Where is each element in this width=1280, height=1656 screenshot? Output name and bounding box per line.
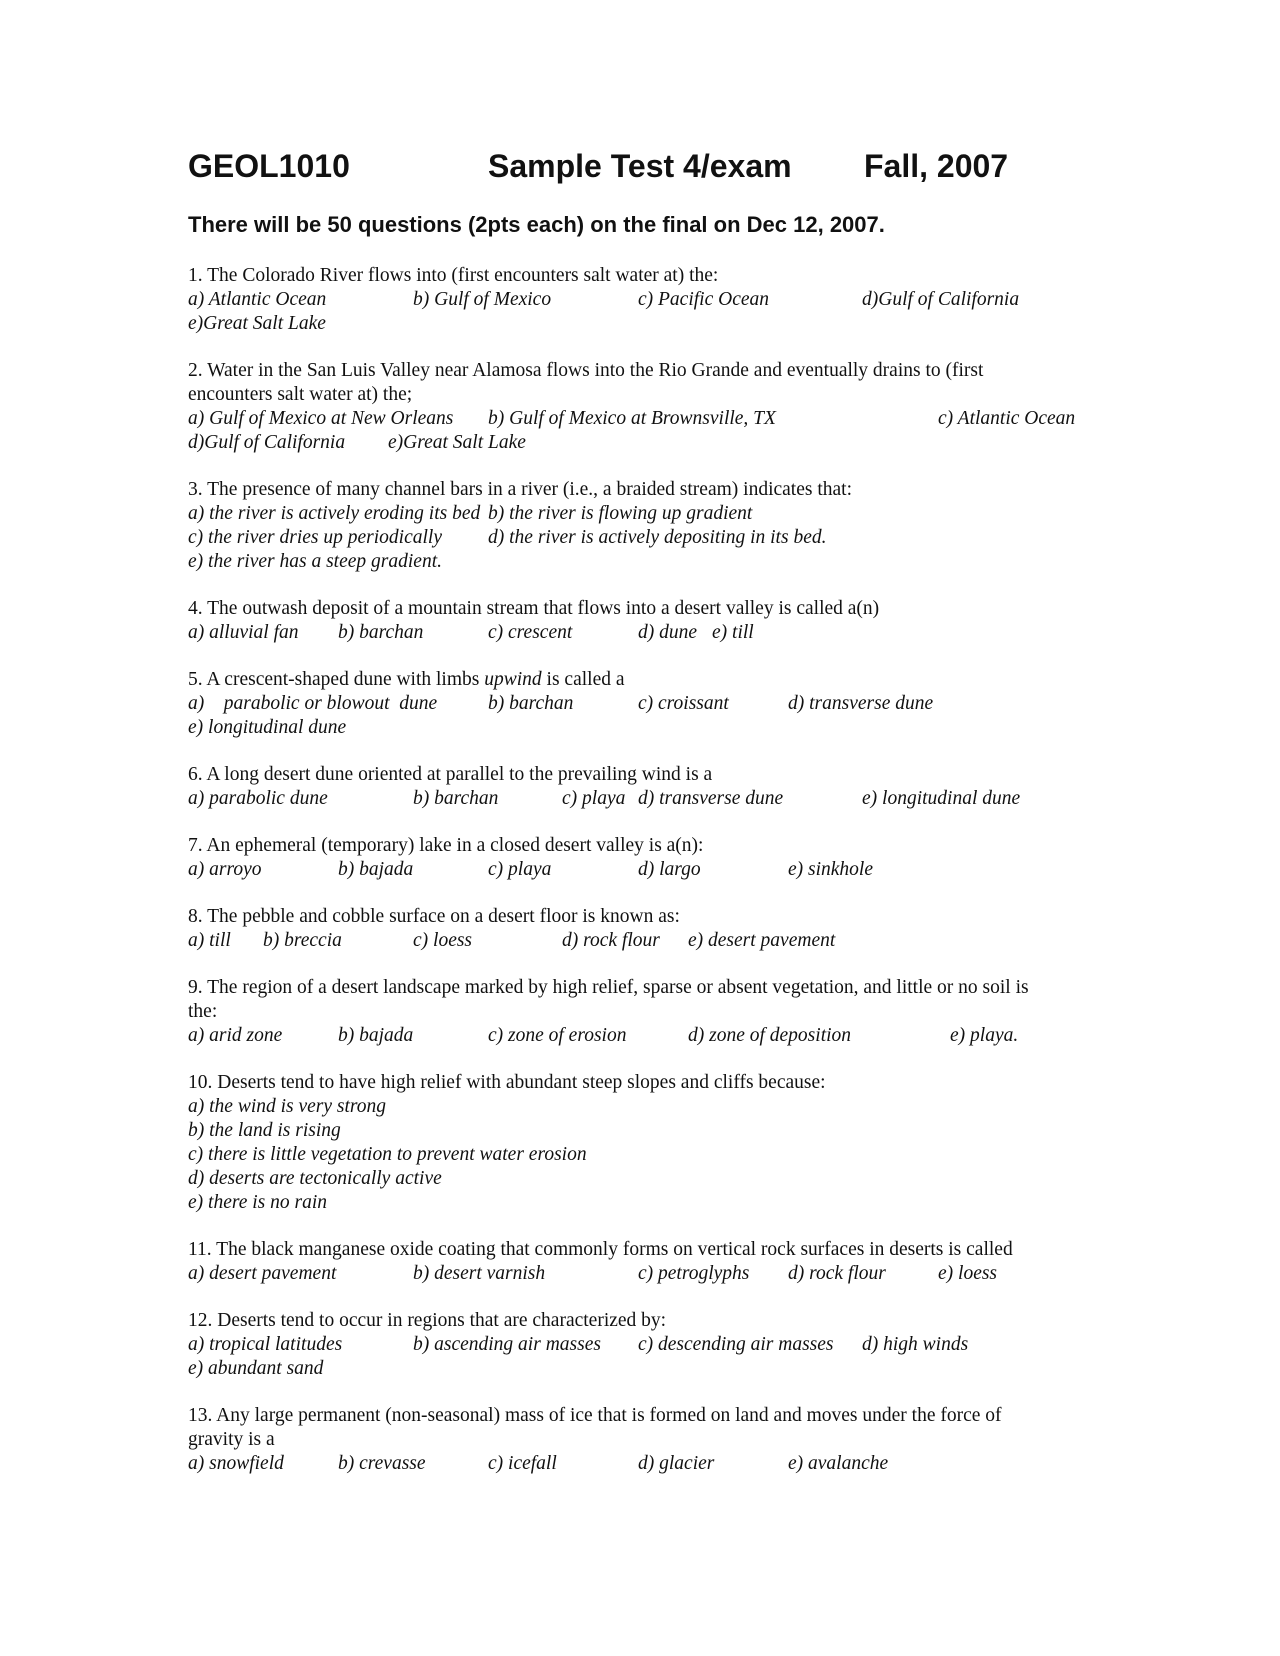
question-text: 6. A long desert dune oriented at parallel to the prevailing wind is a (188, 764, 713, 785)
course-code: GEOL1010 (188, 148, 350, 184)
option-c: c) the river dries up periodically (188, 527, 442, 548)
option-d: d) rock flour (562, 930, 660, 951)
option-row (188, 431, 1188, 455)
option-b: b) bajada (338, 859, 414, 880)
option-c: c) Atlantic Ocean (938, 408, 1076, 429)
option-e: e) sinkhole (788, 859, 874, 880)
question-list (188, 264, 1188, 1499)
option-a: a) snowfield (188, 1453, 284, 1474)
option-a: a) Gulf of Mexico at New Orleans (188, 408, 454, 429)
question-7 (188, 834, 1188, 882)
option-c: c) petroglyphs (638, 1263, 750, 1284)
question-text: 8. The pebble and cobble surface on a desert floor is known as: (188, 906, 680, 927)
option-c: c) crescent (488, 622, 573, 643)
option-row (188, 1119, 1188, 1143)
question-text: 12. Deserts tend to occur in regions that are characterized by: (188, 1310, 667, 1331)
question-3 (188, 478, 1188, 574)
option-row (188, 288, 1188, 312)
option-row (188, 716, 1188, 740)
option-e: e) desert pavement (688, 930, 836, 951)
question-text: 13. Any large permanent (non-seasonal) mass of ice that is formed on land and moves under the force of (188, 1405, 1002, 1426)
option-c: c) loess (413, 930, 473, 951)
question-text: 10. Deserts tend to have high relief with abundant steep slopes and cliffs because: (188, 1072, 826, 1093)
option-b: b) the land is rising (188, 1120, 341, 1141)
option-d: d)Gulf of California (862, 289, 1020, 310)
option-a: a) parabolic or blowout dune (188, 693, 438, 714)
option-row (188, 526, 1188, 550)
question-13 (188, 1404, 1188, 1476)
option-b: b) Gulf of Mexico (413, 289, 552, 310)
option-e: e) longitudinal dune (862, 788, 1021, 809)
exam-instructions: There will be 50 questions (2pts each) on the final on Dec 12, 2007. (188, 212, 885, 237)
question-text: 7. An ephemeral (temporary) lake in a closed desert valley is a(n): (188, 835, 704, 856)
question-text: gravity is a (188, 1429, 275, 1450)
option-e: e) till (712, 622, 754, 643)
option-c: c) icefall (488, 1453, 557, 1474)
option-b: b) the river is flowing up gradient (488, 503, 753, 524)
option-c: c) Pacific Ocean (638, 289, 770, 310)
question-9 (188, 976, 1188, 1048)
option-b: b) barchan (338, 622, 424, 643)
question-12 (188, 1309, 1188, 1381)
option-row (188, 1357, 1188, 1381)
question-text: 2. Water in the San Luis Valley near Alamosa flows into the Rio Grande and eventually drains to (first (188, 360, 984, 381)
option-e: e) there is no rain (188, 1192, 328, 1213)
option-e: e) avalanche (788, 1453, 889, 1474)
question-text: 4. The outwash deposit of a mountain stream that flows into a desert valley is called a(n) (188, 598, 880, 619)
question-5 (188, 668, 1188, 740)
option-c: c) descending air masses (638, 1334, 834, 1355)
question-10 (188, 1071, 1188, 1215)
option-row (188, 407, 1188, 431)
option-a: a) alluvial fan (188, 622, 299, 643)
option-d: d) largo (638, 859, 701, 880)
option-a: a) arroyo (188, 859, 262, 880)
option-e: e)Great Salt Lake (388, 432, 526, 453)
option-row (188, 929, 1188, 953)
option-row (188, 858, 1188, 882)
option-row (188, 1452, 1188, 1476)
question-text-part: is called a (541, 669, 625, 690)
question-text: 11. The black manganese oxide coating that commonly forms on vertical rock surfaces in deserts is called (188, 1239, 1013, 1260)
option-row (188, 1191, 1188, 1215)
option-d: d)Gulf of California (188, 432, 346, 453)
option-e: e) longitudinal dune (188, 717, 347, 738)
question-1 (188, 264, 1188, 336)
option-d: d) glacier (638, 1453, 715, 1474)
question-6 (188, 763, 1188, 811)
option-e: e) the river has a steep gradient. (188, 551, 442, 572)
question-8 (188, 905, 1188, 953)
question-2 (188, 359, 1188, 455)
option-d: d) dune (638, 622, 698, 643)
option-row (188, 1095, 1188, 1119)
question-text: 3. The presence of many channel bars in a river (i.e., a braided stream) indicates that: (188, 479, 852, 500)
option-row (188, 550, 1188, 574)
option-e: e)Great Salt Lake (188, 313, 326, 334)
option-row (188, 1333, 1188, 1357)
option-c: c) playa (562, 788, 626, 809)
option-row (188, 1143, 1188, 1167)
option-b: b) Gulf of Mexico at Brownsville, TX (488, 408, 776, 429)
question-11 (188, 1238, 1188, 1286)
option-a: a) the river is actively eroding its bed (188, 503, 481, 524)
option-a: a) Atlantic Ocean (188, 289, 327, 310)
question-text: 1. The Colorado River flows into (first encounters salt water at) the: (188, 265, 719, 286)
option-row (188, 621, 1188, 645)
option-d: d) transverse dune (638, 788, 784, 809)
option-b: b) crevasse (338, 1453, 426, 1474)
exam-term: Fall, 2007 (864, 148, 1009, 184)
option-row (188, 312, 1188, 336)
option-c: c) zone of erosion (488, 1025, 627, 1046)
option-a: a) parabolic dune (188, 788, 328, 809)
exam-title: Sample Test 4/exam (488, 148, 792, 184)
option-row (188, 1262, 1188, 1286)
option-d: d) the river is actively depositing in its bed. (488, 527, 827, 548)
option-e: e) playa. (950, 1025, 1019, 1046)
option-b: b) barchan (488, 693, 574, 714)
option-d: d) high winds (862, 1334, 969, 1355)
option-b: b) ascending air masses (413, 1334, 601, 1355)
question-text: the: (188, 1001, 218, 1022)
question-text: 9. The region of a desert landscape marked by high relief, sparse or absent vegetation, and little or no soil is (188, 977, 1029, 998)
option-row (188, 692, 1188, 716)
option-a: a) tropical latitudes (188, 1334, 343, 1355)
option-b: b) breccia (263, 930, 342, 951)
emphasized-word: upwind (484, 669, 542, 690)
question-text: encounters salt water at) the; (188, 384, 413, 405)
option-c: c) croissant (638, 693, 729, 714)
option-row (188, 1024, 1188, 1048)
option-d: d) deserts are tectonically active (188, 1168, 442, 1189)
option-row (188, 787, 1188, 811)
question-text-part: 5. A crescent-shaped dune with limbs (188, 669, 485, 690)
option-e: e) loess (938, 1263, 998, 1284)
option-d: d) transverse dune (788, 693, 934, 714)
option-row (188, 1167, 1188, 1191)
question-text (188, 668, 1188, 692)
option-d: d) rock flour (788, 1263, 886, 1284)
option-e: e) abundant sand (188, 1358, 324, 1379)
option-b: b) desert varnish (413, 1263, 546, 1284)
option-c: c) playa (488, 859, 552, 880)
question-4 (188, 597, 1188, 645)
option-d: d) zone of deposition (688, 1025, 852, 1046)
option-row (188, 502, 1188, 526)
option-a: a) arid zone (188, 1025, 283, 1046)
option-a: a) desert pavement (188, 1263, 337, 1284)
option-a: a) the wind is very strong (188, 1096, 387, 1117)
option-b: b) barchan (413, 788, 499, 809)
option-c: c) there is little vegetation to prevent water erosion (188, 1144, 587, 1165)
option-b: b) bajada (338, 1025, 414, 1046)
option-a: a) till (188, 930, 231, 951)
